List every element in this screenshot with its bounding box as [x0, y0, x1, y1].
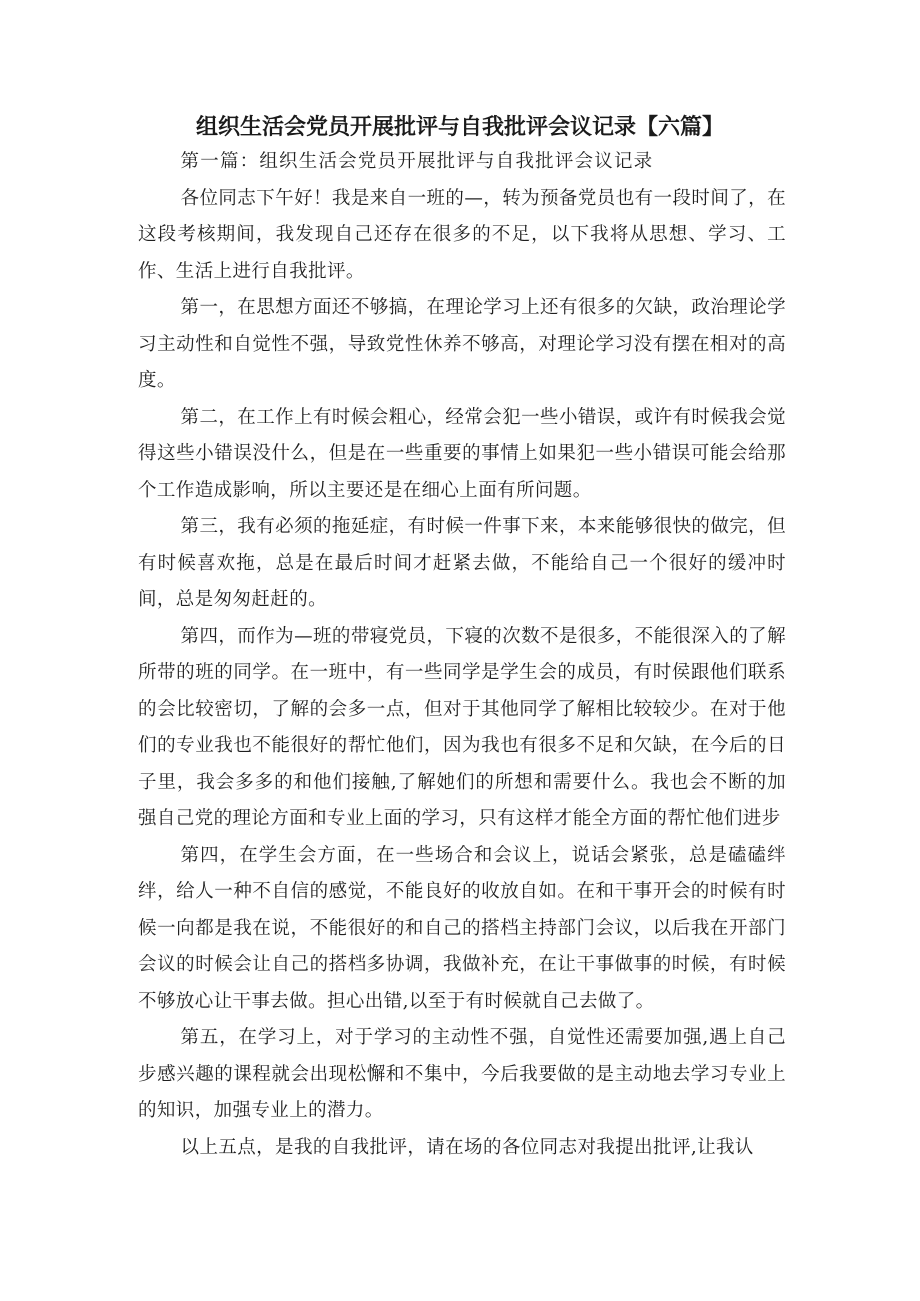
paragraph-point-2: 第二，在工作上有时候会粗心，经常会犯一些小错误，或许有时候我会觉得这些小错误没什么，但是在一些重要的事情上如果犯一些小错误可能会给那个工作造成影响，所以主要还是在细心上面有所问题。 — [138, 406, 786, 501]
section-subtitle: 第一篇：组织生活会党员开展批评与自我批评会议记录 — [180, 151, 654, 172]
paragraph-point-4a: 第四，而作为—班的带寝党员，下寝的次数不是很多，不能很深入的了解所带的班的同学。在一班中，有一些同学是学生会的成员，有时侯跟他们联系的会比较密切，了解的会多一点，但对于其他同学了解相比较较少。在对于他们的专业我也不能很好的帮忙他们，因为我也有很多不足和欠缺，在今后的日子里，我会多多的和他们接触,了解她们的所想和需要什么。我也会不断的加强自己党的理论方面和专业上面的学习，只有这样才能全方面的帮忙他们进步 — [138, 625, 786, 829]
paragraph-greeting: 各位同志下午好！我是来自一班的—，转为预备党员也有一段时间了，在这段考核期间，我发现自己还存在很多的不足，以下我将从思想、学习、工作、生活上进行自我批评。 — [138, 187, 786, 282]
paragraph-point-1: 第一，在思想方面还不够搞，在理论学习上还有很多的欠缺，政治理论学习主动性和自觉性不强，导致党性休养不够高，对理论学习没有摆在相对的高度。 — [138, 297, 786, 391]
document-body — [138, 144, 786, 1166]
paragraph-point-3: 第三，我有必须的拖延症，有时候一件事下来，本来能够很快的做完，但有时候喜欢拖，总是在最后时间才赶紧去做，不能给自己一个很好的缓冲时间，总是匆匆赶赶的。 — [138, 516, 786, 610]
paragraph-point-4b: 第四，在学生会方面，在一些场合和会议上，说话会紧张，总是磕磕绊绊，给人一种不自信的感觉，不能良好的收放自如。在和干事开会的时候有时候一向都是我在说，不能很好的和自己的搭档主持部门会议，以后我在开部门会议的时候会让自己的搭档多协调，我做补充，在让干事做事的时候，有时候不够放心让干事去做。担心出错,以至于有时候就自己去做了。 — [138, 844, 786, 1012]
document-title: 组织生活会党员开展批评与自我批评会议记录【六篇】 — [195, 115, 724, 140]
paragraph-closing: 以上五点，是我的自我批评，请在场的各位同志对我提出批评,让我认 — [180, 1136, 754, 1158]
paragraph-point-5: 第五，在学习上，对于学习的主动性不强，自觉性还需要加强,遇上自己步感兴趣的课程就会出现松懈和不集中，今后我要做的是主动地去学习专业上的知识，加强专业上的潜力。 — [138, 1027, 786, 1121]
